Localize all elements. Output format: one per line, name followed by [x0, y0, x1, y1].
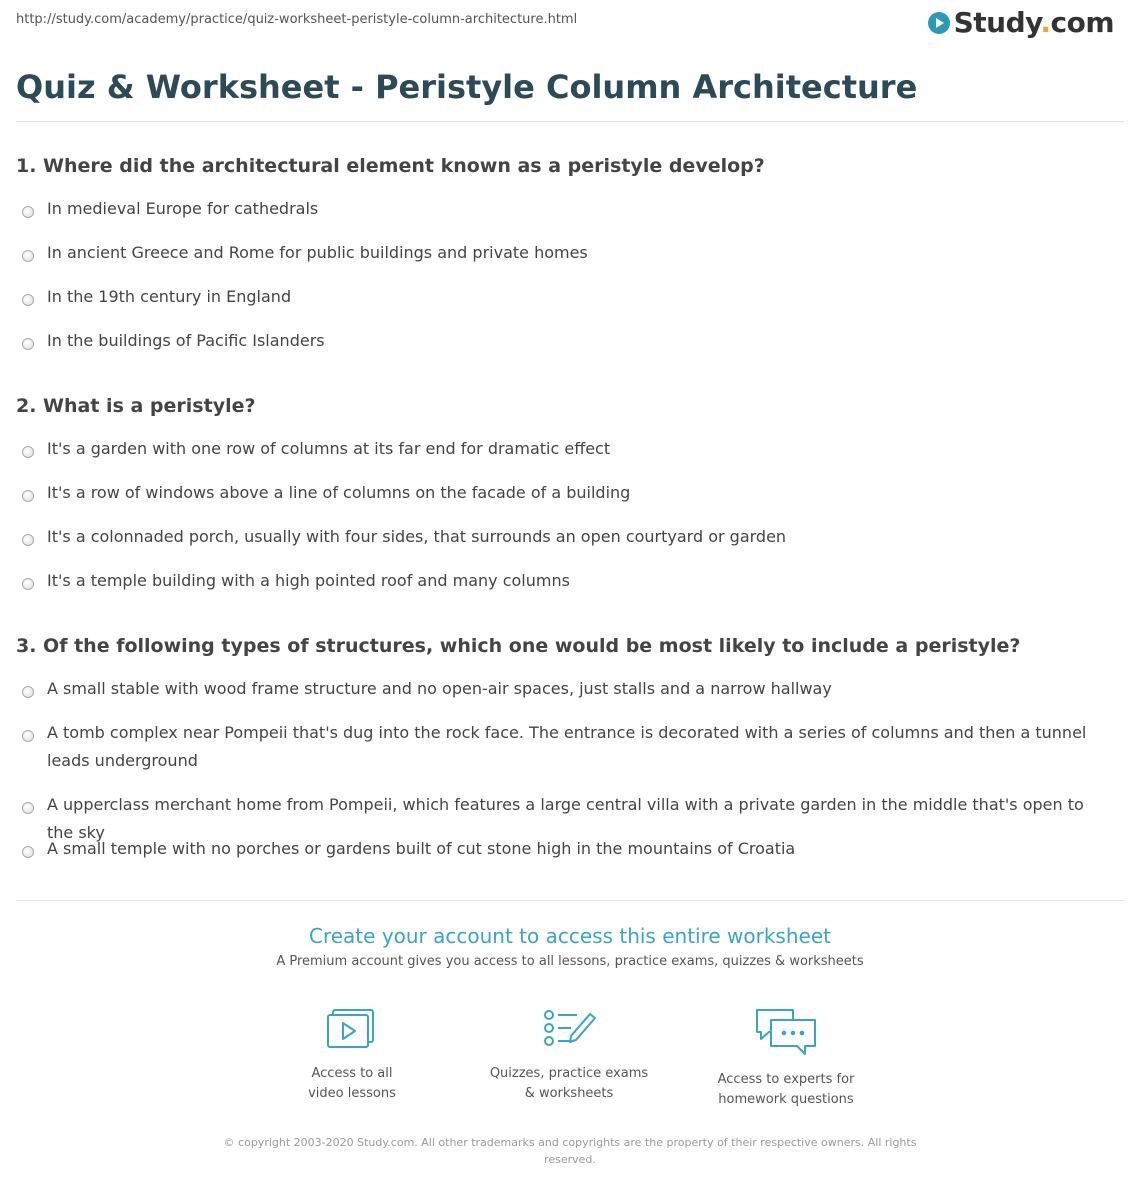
- title-divider: [16, 121, 1124, 122]
- video-lessons-icon: [324, 1006, 380, 1052]
- q2-option-1[interactable]: It's a garden with one row of columns at its far end for dramatic effect: [22, 440, 1092, 463]
- radio-button[interactable]: [22, 338, 34, 350]
- feature-label-line2: & worksheets: [524, 1086, 614, 1101]
- feature-video-lessons: [252, 1006, 452, 1104]
- radio-button[interactable]: [22, 730, 34, 742]
- question-3: 3. Of the following types of structures, which one would be most likely to include a peristyle?: [16, 635, 1021, 657]
- page-url: http://study.com/academy/practice/quiz-worksheet-peristyle-column-architecture.html: [16, 12, 578, 27]
- page-title: Quiz & Worksheet - Peristyle Column Architecture: [16, 68, 918, 106]
- cta-title[interactable]: Create your account to access this entire worksheet: [309, 924, 831, 948]
- question-1: 1. Where did the architectural element known as a peristyle develop?: [16, 155, 765, 177]
- play-icon: [928, 12, 950, 34]
- question-2: 2. What is a peristyle?: [16, 395, 256, 417]
- q1-option-4[interactable]: In the buildings of Pacific Islanders: [22, 332, 1092, 355]
- radio-button[interactable]: [22, 534, 34, 546]
- radio-button[interactable]: [22, 846, 34, 858]
- study-logo[interactable]: [928, 6, 1114, 39]
- q3-option-4[interactable]: A small temple with no porches or gardens built of cut stone high in the mountains of Croatia: [22, 840, 1092, 863]
- q2-option-4[interactable]: It's a temple building with a high pointed roof and many columns: [22, 572, 1092, 595]
- logo-text: Study.com: [953, 6, 1114, 39]
- feature-label-line2: homework questions: [718, 1092, 854, 1107]
- q3-option-3[interactable]: A upperclass merchant home from Pompeii, which features a large central villa with a private garden in the middle that's open to the sky: [22, 796, 1092, 847]
- radio-button[interactable]: [22, 686, 34, 698]
- q2-option-3[interactable]: It's a colonnaded porch, usually with four sides, that surrounds an open courtyard or garden: [22, 528, 1092, 551]
- feature-experts: [686, 1006, 886, 1110]
- q1-option-2[interactable]: In ancient Greece and Rome for public buildings and private homes: [22, 244, 1092, 267]
- feature-label-line1: Quizzes, practice exams: [489, 1066, 649, 1081]
- q3-option-2[interactable]: A tomb complex near Pompeii that's dug into the rock face. The entrance is decorated with a series of columns and then a tunnel leads underground: [22, 724, 1092, 775]
- radio-button[interactable]: [22, 206, 34, 218]
- q2-option-2[interactable]: It's a row of windows above a line of columns on the facade of a building: [22, 484, 1092, 507]
- quiz-checklist-icon: [541, 1006, 597, 1052]
- header-bar: [0, 0, 1140, 60]
- radio-button[interactable]: [22, 294, 34, 306]
- feature-label-line1: Access to all: [311, 1066, 393, 1081]
- q1-option-3[interactable]: In the 19th century in England: [22, 288, 1092, 311]
- copyright-text: © copyright 2003-2020 Study.com. All other trademarks and copyrights are the property of their respective owners. All rights reserved.: [223, 1136, 917, 1166]
- q1-option-1[interactable]: In medieval Europe for cathedrals: [22, 200, 1092, 223]
- radio-button[interactable]: [22, 446, 34, 458]
- feature-quizzes: [469, 1006, 669, 1104]
- radio-button[interactable]: [22, 490, 34, 502]
- cta-subtitle: A Premium account gives you access to all lessons, practice exams, quizzes & worksheets: [276, 954, 864, 969]
- feature-label-line2: video lessons: [308, 1086, 396, 1101]
- cta-divider: [16, 900, 1124, 901]
- radio-button[interactable]: [22, 578, 34, 590]
- q3-option-1[interactable]: A small stable with wood frame structure and no open-air spaces, just stalls and a narrow hallway: [22, 680, 1092, 703]
- radio-button[interactable]: [22, 250, 34, 262]
- radio-button[interactable]: [22, 802, 34, 814]
- chat-bubbles-icon: [753, 1006, 819, 1058]
- feature-label-line1: Access to experts for: [717, 1072, 855, 1087]
